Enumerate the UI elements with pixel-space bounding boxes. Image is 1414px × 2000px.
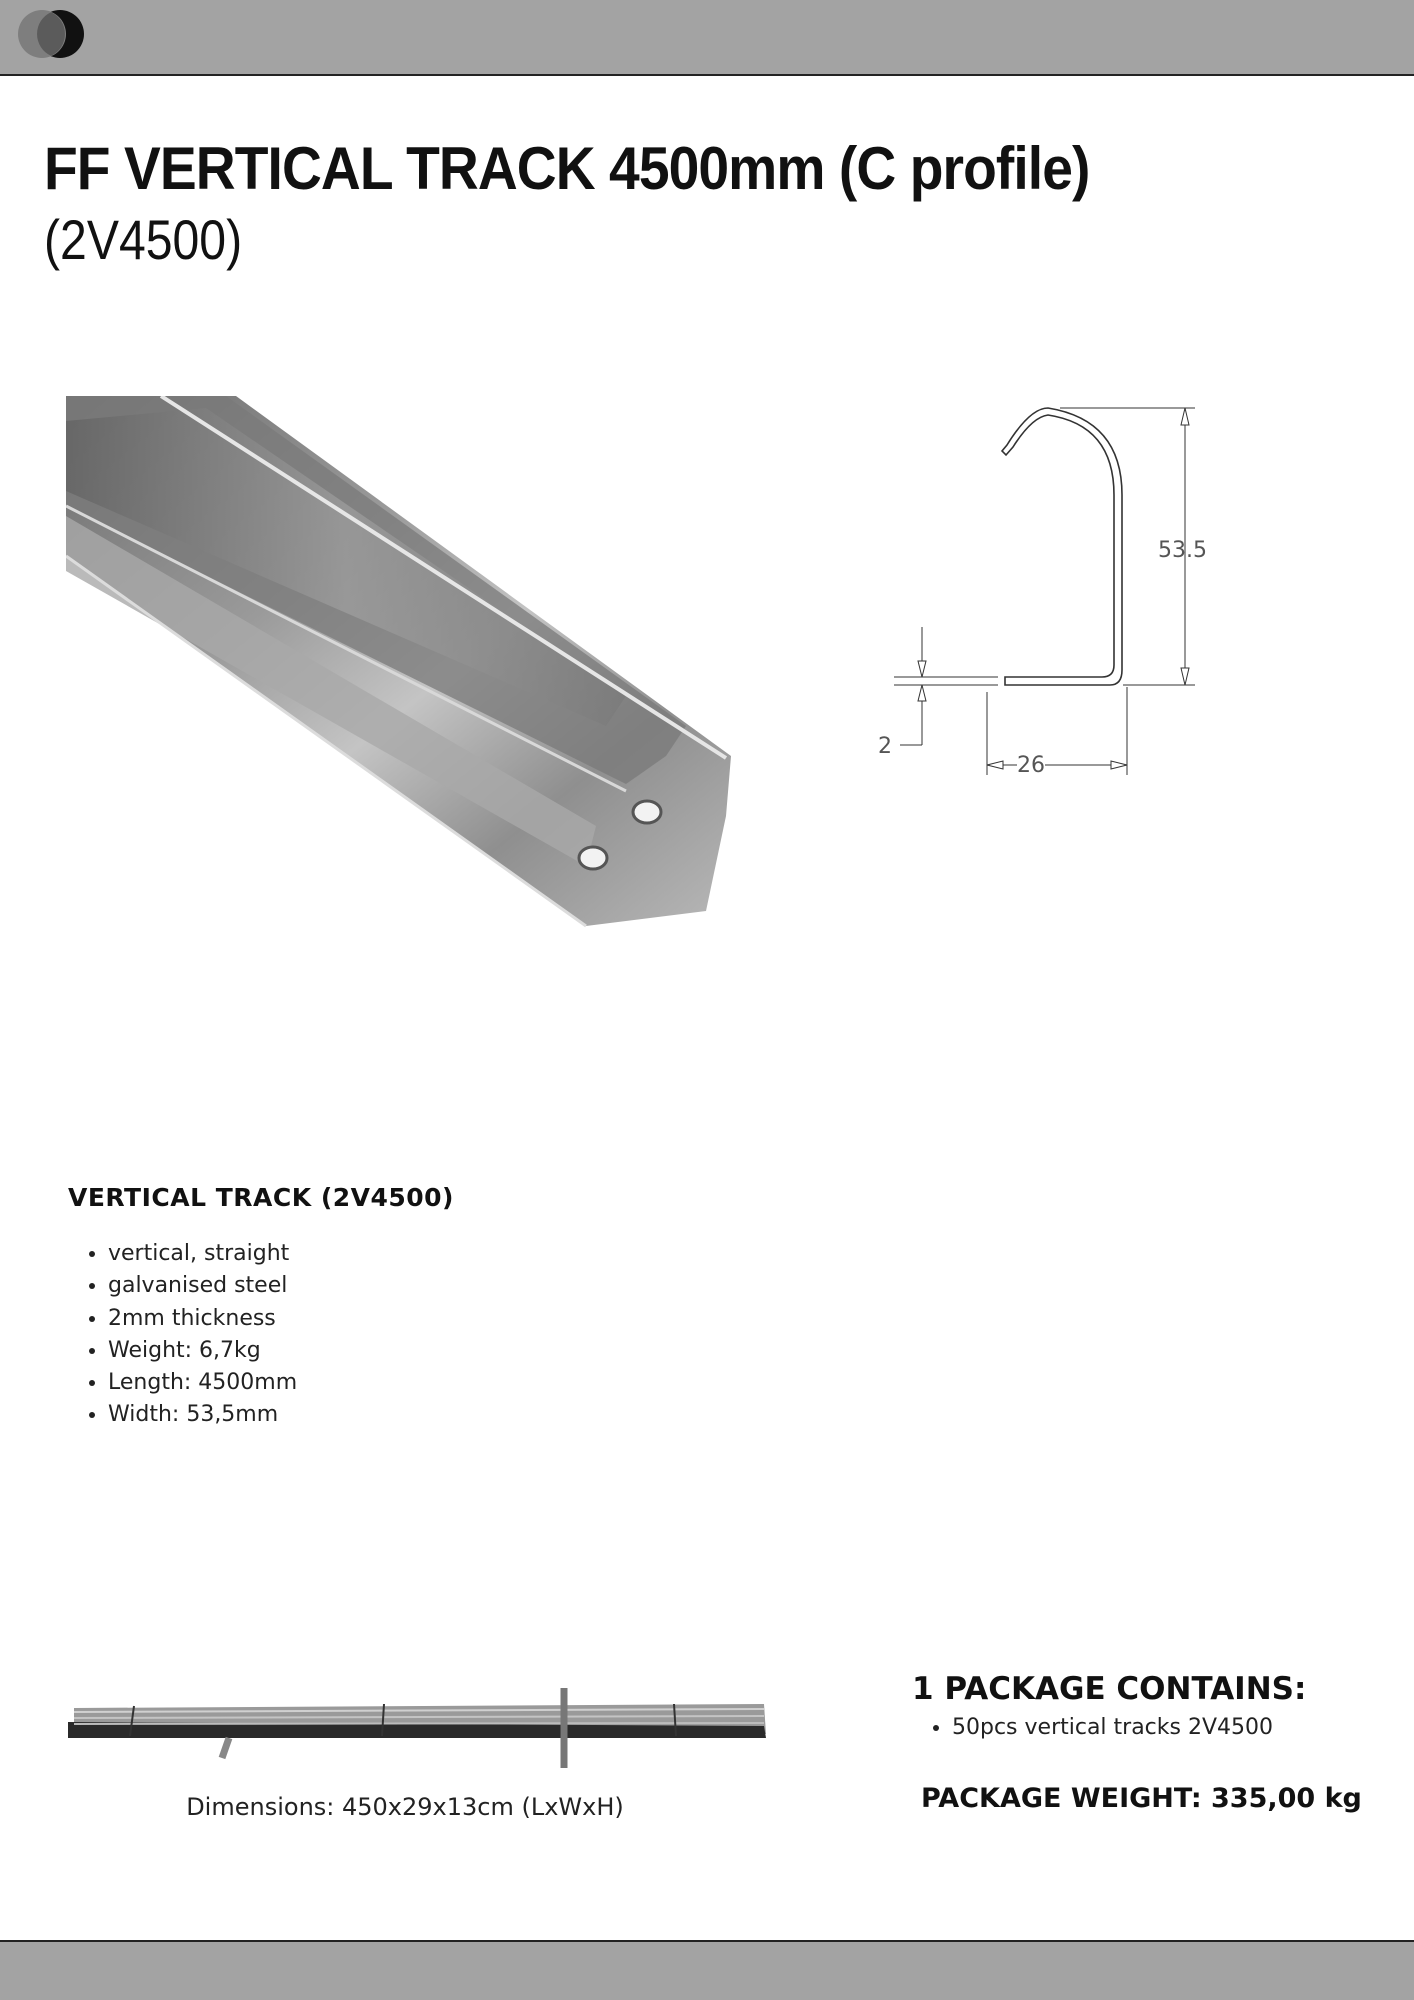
spec-item: • vertical, straight	[108, 1238, 297, 1270]
width-dimension-label: 26	[1017, 753, 1045, 778]
height-dimension-label: 53.5	[1158, 538, 1207, 563]
spec-heading: VERTICAL TRACK (2V4500)	[68, 1183, 454, 1212]
page-title: FF VERTICAL TRACK 4500mm (C profile)	[44, 135, 1090, 202]
spec-item: • 2mm thickness	[108, 1303, 297, 1335]
spec-item: • Width: 53,5mm	[108, 1399, 297, 1431]
profile-outline	[1002, 408, 1122, 685]
thickness-dimension-label: 2	[878, 734, 892, 759]
package-item: • 50pcs vertical tracks 2V4500	[952, 1712, 1273, 1744]
package-contents-heading: 1 PACKAGE CONTAINS:	[912, 1671, 1307, 1707]
spec-item: • Length: 4500mm	[108, 1367, 297, 1399]
spec-item: • galvanised steel	[108, 1270, 297, 1302]
profile-dimension-drawing	[870, 395, 1220, 785]
spec-list	[68, 1238, 297, 1432]
package-dimensions: Dimensions: 450x29x13cm (LxWxH)	[186, 1793, 624, 1821]
header-bar	[0, 0, 1414, 76]
product-code: (2V4500)	[44, 208, 243, 271]
footer-bar	[0, 1940, 1414, 2000]
track-photo	[66, 396, 736, 936]
package-contents-list	[912, 1712, 1273, 1744]
package-weight: PACKAGE WEIGHT: 335,00 kg	[921, 1783, 1362, 1814]
bundle-photo	[64, 1676, 769, 1772]
logo-icon	[18, 6, 102, 62]
spec-item: • Weight: 6,7kg	[108, 1335, 297, 1367]
